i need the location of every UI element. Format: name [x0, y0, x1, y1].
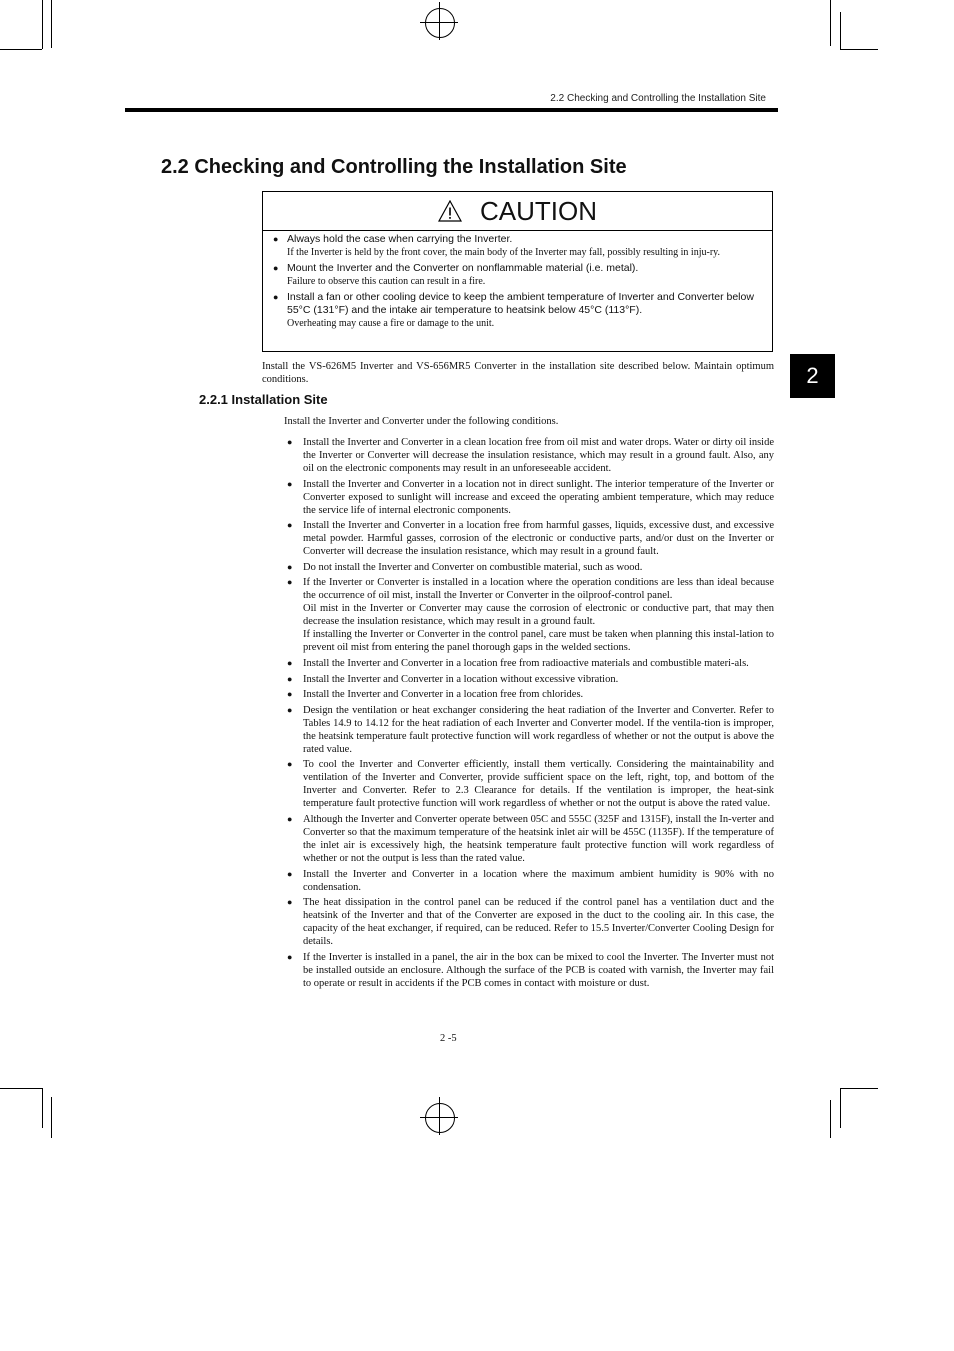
crop-mark [0, 49, 42, 50]
caution-item [273, 233, 768, 259]
list-item-text: Install the Inverter and Converter in a location where the maximum ambient humidity is 90% with no condensation. [303, 868, 774, 893]
list-item-text: If the Inverter is installed in a panel, the air in the box can be mixed to cool the Inverter. The Inverter must not be installed outside an enclosure. Although the surface of the PCB is coated with varnish, the Inverter may fail to operate or result in accidents if the PCB comes in contact with moisture or dust. [303, 951, 774, 989]
header-rule [125, 108, 778, 112]
bullet-icon: ● [287, 673, 293, 684]
list-item-text: Do not install the Inverter and Converter on combustible material, such as wood. [303, 561, 643, 573]
list-item-text: The heat dissipation in the control panel can be reduced if the control panel has a ventilation duct and the heatsink of the Inverter and that of the Converter are exposed in the duct to the cooling air. In this case, the capacity of the heat exchanger, if required, can be reduced. Refer to 15.5 Inverter/Converter Cooling Design for details. [303, 897, 774, 948]
list-item [285, 813, 774, 865]
bullet-icon: ● [287, 689, 293, 700]
caution-item-sub: Overheating may cause a fire or damage to the unit. [287, 318, 495, 329]
list-item [285, 561, 774, 574]
bullet-icon: ● [287, 437, 293, 447]
crop-mark [840, 49, 878, 50]
list-item [285, 688, 774, 701]
caution-box [262, 191, 773, 352]
list-item [285, 951, 774, 990]
bullet-icon: ● [287, 704, 293, 715]
bullet-icon: ● [287, 577, 293, 588]
list-item-text: Oil mist in the Inverter or Converter may cause the corrosion of electronic or conductive part, that may then decrease the insulation resistance, which may result in a ground fault. [303, 603, 774, 628]
list-item [285, 896, 774, 948]
caution-header [263, 192, 772, 231]
list-item-text: If the Inverter or Converter is installed in a location where the operation conditions are less than ideal because the occurrence of oil mist, install the Inverter or Converter in the oilproof-control panel. [303, 577, 774, 602]
crop-mark [840, 1088, 878, 1089]
bullet-icon: ● [273, 292, 279, 302]
chapter-tab: 2 [790, 354, 835, 398]
list-item [285, 758, 774, 810]
crop-mark [439, 1097, 440, 1135]
list-item [285, 868, 774, 894]
crop-mark [42, 0, 43, 49]
crop-mark [439, 2, 440, 40]
bullet-icon: ● [287, 561, 293, 572]
bullet-icon: ● [287, 759, 293, 770]
list-item [285, 519, 774, 558]
list-item-text: Install the Inverter and Converter in a clean location free from oil mist and water drops. Water or dirty oil inside the Inverter or Converter will decrease the insulation resistance, which may result in a ground fault. Also, any oil on the electronic components may result in an unforeseeable accident. [303, 437, 774, 474]
list-item-text: Install the Inverter and Converter in a location not in direct sunlight. The interior temperature of the Inverter or Converter exposed to sunlight will increase and exceed the operating ambient temperature, which may reduce the service life of internal electronic components. [303, 478, 774, 516]
list-item-text: To cool the Inverter and Converter efficiently, install them vertically. Considering the maintainability and ventilation of the Inverter and Converter, provide sufficient space on the left, right, top, and bottom of the Inverter and Converter. Refer to 2.3 Clearance for details. If the ventilation is improper, the heat-sink temperature fault protective function will work regardless of whether or not the output is above the rated value. [303, 759, 774, 810]
warning-triangle-icon [438, 200, 462, 222]
section-title: 2.2 Checking and Controlling the Installation Site [161, 156, 627, 178]
bullet-icon: ● [287, 951, 293, 962]
crop-mark [830, 0, 831, 46]
crop-mark [840, 1088, 841, 1128]
bullet-icon: ● [273, 263, 279, 273]
caution-item [273, 262, 768, 288]
crop-mark [830, 1100, 831, 1138]
page-number: 2 -5 [440, 1033, 457, 1044]
bullet-icon: ● [287, 520, 293, 531]
list-item-text: Design the ventilation or heat exchanger considering the heat radiation of the Inverter and Converter. Refer to Tables 14.9 to 14.12 for the heat radiation of each Inverter and Converter model. If the ventila-tion is improper, the heatsink temperature fault protective function will work regardless of whether or not the output is above the rated value. [303, 704, 774, 755]
subsection-intro: Install the Inverter and Converter under the following conditions. [284, 416, 559, 427]
caution-title: CAUTION [480, 195, 597, 226]
list-item [285, 673, 774, 686]
crop-mark [51, 1097, 52, 1138]
crop-mark [42, 1088, 43, 1128]
crop-mark [51, 0, 52, 48]
caution-item-sub: Failure to observe this caution can result in a fire. [287, 276, 486, 287]
list-item-text: If installing the Inverter or Converter in the control panel, care must be taken when planning this instal-lation to prevent oil mist from entering the panel thorough gaps in the welded sections. [303, 629, 774, 654]
crop-mark [0, 1088, 42, 1089]
registration-mark-icon [425, 8, 455, 38]
list-item-text: Although the Inverter and Converter operate between 05C and 555C (325F and 1315F), install the In-verter and Converter so that the maximum temperature of the heatsink inlet air will be 455C (1135F). If the temperature of the inlet air is excessively high, the heatsink temperature fault protective function will work regardless of whether or not the output is less than the rated value. [303, 813, 774, 864]
conditions-list [285, 436, 774, 992]
bullet-icon: ● [287, 897, 293, 908]
list-item-text: Install the Inverter and Converter in a location free from radioactive materials and combustible materi-als. [303, 657, 749, 669]
caution-item-main: Mount the Inverter and the Converter on nonflammable material (i.e. metal). [287, 262, 639, 274]
list-item [285, 704, 774, 756]
bullet-icon: ● [287, 478, 293, 489]
list-item [285, 436, 774, 475]
bullet-icon: ● [287, 868, 293, 879]
list-item-text: Install the Inverter and Converter in a location free from harmful gasses, liquids, excessive dust, and excessive metal powder. Harmful gasses, corrosion of the electronic or conductive parts, and/or dust on the Inverter or Converter will decrease the insulation resistance, which may result in a ground fault. [303, 520, 774, 558]
list-item-text: Install the Inverter and Converter in a location free from chlorides. [303, 689, 584, 701]
registration-mark-icon [425, 1103, 455, 1133]
subsection-title: 2.2.1 Installation Site [199, 392, 328, 407]
caution-body [263, 231, 772, 330]
list-item-text: Install the Inverter and Converter in a location without excessive vibration. [303, 673, 619, 685]
caution-item [273, 291, 768, 330]
bullet-icon: ● [287, 813, 293, 824]
list-item [285, 478, 774, 517]
bullet-icon: ● [287, 657, 293, 668]
list-item [285, 657, 774, 670]
bullet-icon: ● [273, 234, 279, 244]
caution-item-main: Always hold the case when carrying the Inverter. [287, 233, 513, 245]
caution-item-main: Install a fan or other cooling device to keep the ambient temperature of Inverter and Converter below 55°C (131°F) and the intake air temperature to heatsink below 45°C (113°F). [287, 291, 754, 316]
running-head: 2.2 Checking and Controlling the Installation Site [550, 93, 766, 104]
list-item [285, 576, 774, 654]
crop-mark [840, 12, 841, 49]
intro-paragraph: Install the VS-626M5 Inverter and VS-656MR5 Converter in the installation site described below. Maintain optimum conditions. [262, 361, 774, 385]
caution-item-sub: If the Inverter is held by the front cover, the main body of the Inverter may fall, possibly resulting in inju-ry. [287, 247, 720, 258]
